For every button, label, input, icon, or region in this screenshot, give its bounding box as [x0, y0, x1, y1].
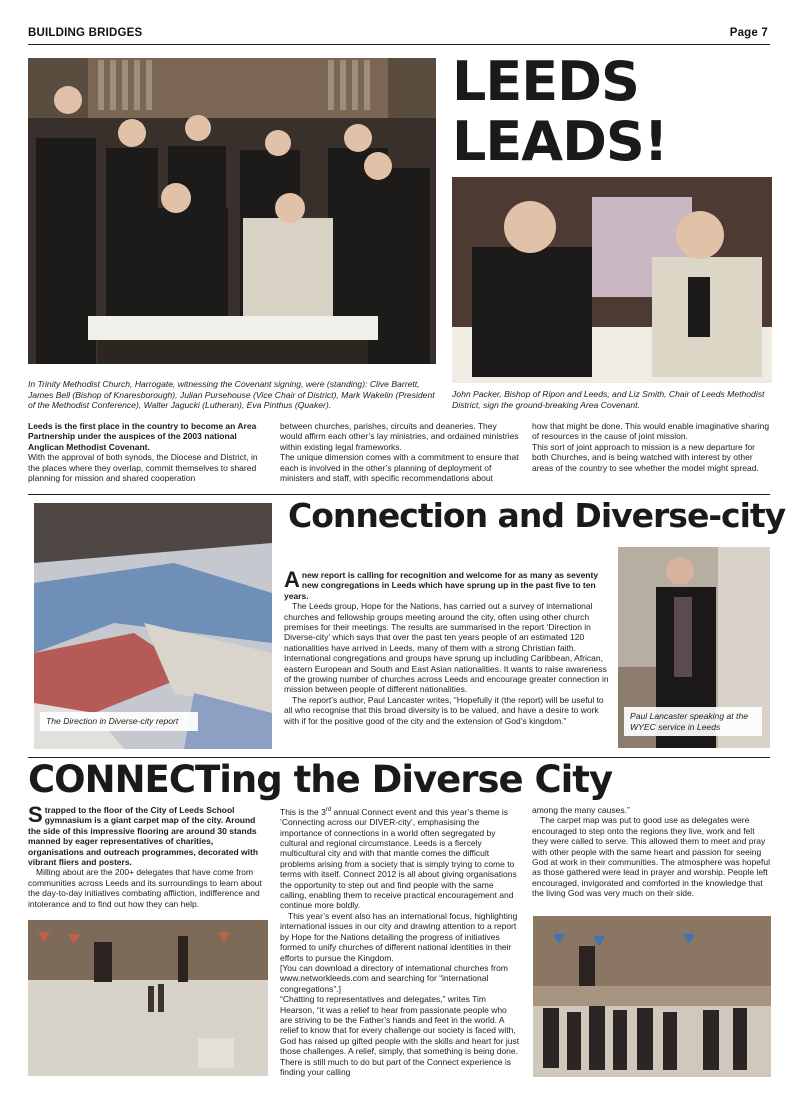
signing-photo	[452, 177, 772, 383]
connect-col2-para-2: This year’s event also has an international focus, highlighting international issues in our city and drawing attention to a report by Hope for the Nations detailing the progress of initiatives formed to unify churches of different national identities in their efforts to pursue the Kingdom.	[280, 910, 518, 963]
connect-col2-para-4: “Chatting to representatives and delegates,” writes Tim Hearson, “it was a relief to hear from passionate people who are striving to be the Father’s hands and feet in the world. A relief to know that for every challenge our society is faced with, God has raised up gifted people with the skills and heart for just those challenges. A relief, simply, that something is being done. There is still much to do but part of the Connect experience is finding your calling	[280, 994, 520, 1077]
speaker-caption: Paul Lancaster speaking at the WYEC service in Leeds	[624, 707, 762, 736]
gymnasium-photo	[28, 920, 268, 1076]
connect-col-2	[280, 805, 520, 1077]
connect-dropcap: S	[28, 802, 43, 827]
connect-col1-text: Milling about are the 200+ delegates that have come from communities across Leeds and its surroundings to learn about the day-to-day initiatives combating affliction, indifference and intolerance and to find out how they can help.	[28, 867, 262, 909]
leeds-col2-text-b: The unique dimension comes with a commitment to ensure that each is involved in the other’s planning of deployment of ministers and staff, with specific recommendations about	[280, 452, 519, 484]
connect-col2-para-3: [You can download a directory of international churches from www.networkleeds.com and searching for “international congregations”.]	[280, 962, 508, 994]
diverse-para-2: The report’s author, Paul Lancaster writes, “Hopefully it (the report) will be useful to all who recognise that this broad diversity is to be valued, and have a desire to work with if for the positive good of the city and the extension of God’s kingdom.”	[284, 694, 604, 726]
covenant-group-caption: In Trinity Methodist Church, Harrogate, witnessing the Covenant signing, were (standing): Clive Barrett, James Bell (Bishop of Knaresborough), Julian Pursehouse (Vice Chair of District), Mark Wakelin (President of the Methodist Conference), Walter Jagucki (Lutheran), Eva Pinthus (Quaker).	[28, 379, 435, 411]
connect-lead: trapped to the floor of the City of Leeds School gymnasium is a giant carpet map of the city. Around the side of this impressive flooring are around 30 stands manned by eager representatives of charities, organisations and outreach programmes, decorated with vibrant fliers and posters.	[28, 805, 259, 868]
connect-col2-post: annual Connect event and this year’s theme is ‘Connecting across our DIVER-city’, emphasising the importance of connections in a world often segregated by cultural and regional circumstance. Leeds is a fiercely multicultural city and with that mantle comes the difficult problems arising from a society that is simply trying to come to terms with itself. Connect 2012 is all about giving organisations the opportunity to step out and find people with the same calling, enabling them to receive practical encouragement and continue more boldly.	[280, 806, 517, 911]
connect-col2-sup: rd	[325, 807, 332, 813]
connect-col3-para-2: The carpet map was put to good use as delegates were encouraged to step onto the regions they live, work and felt they were called to serve. This allowed them to meet and pray with other people with the same heart and passion for seeing God at work in their communities. The atmosphere was hopeful as those gathered were lead in prayer and worship. People left encouraged, invigorated and comforted in the knowledge that the living God was very much on their side.	[532, 815, 770, 899]
report-caption: The Direction in Diverse-city report	[40, 712, 198, 731]
signing-caption: John Packer, Bishop of Ripon and Leeds, and Liz Smith, Chair of Leeds Methodist District, sign the ground-breaking Area Covenant.	[452, 389, 765, 410]
diverse-body	[284, 567, 610, 726]
leeds-col3-text-b: This sort of joint approach to mission is a new departure for both Churches, and is being watched with interest by other areas of the country to see whether the model might spread.	[532, 441, 759, 473]
connect-headline: CONNECTing the Diverse City	[28, 758, 613, 801]
connect-col-1	[28, 802, 268, 909]
diverse-dropcap: A	[284, 567, 300, 592]
header-rule	[28, 44, 770, 45]
leeds-col1-text: With the approval of both synods, the Diocese and District, in the places where they overlap, commit themselves to shared planning for mission and shared cooperation	[28, 452, 258, 484]
diverse-lead: new report is calling for recognition and welcome for as many as seventy new congregations in Leeds which have sprung up in the past five to ten years.	[284, 570, 599, 601]
leeds-col3-text-a: how that might be done. This would enable imaginative sharing of resources in the cause of joint mission.	[532, 421, 770, 442]
leeds-col-3	[532, 421, 772, 473]
leeds-lead: Leeds is the first place in the country to become an Area Partnership under the auspices of the 2003 national Anglican Methodist Covenant.	[28, 421, 257, 452]
diverse-headline: Connection and Diverse-city	[288, 496, 786, 535]
page-number: Page 7	[729, 27, 768, 39]
connect-col3-para-1: among the many causes.”	[532, 805, 630, 815]
publication-name: BUILDING BRIDGES	[28, 27, 143, 39]
section-rule-1	[28, 494, 770, 495]
leeds-col2-text-a: between churches, parishes, circuits and deaneries. They would affirm each other’s lay ministries, and ordained ministries within existing legal frameworks.	[280, 421, 519, 452]
leeds-headline-1: LEEDS	[452, 50, 639, 113]
covenant-group-photo	[28, 58, 436, 364]
hall-crowd-photo	[533, 916, 771, 1077]
connect-col-3	[532, 805, 772, 899]
leeds-headline-2: LEADS!	[452, 110, 668, 173]
leeds-col-1	[28, 421, 268, 483]
diverse-para-1: The Leeds group, Hope for the Nations, has carried out a survey of international churches and fellowship groups meeting around the city, often using other church premises for their meetings. The results are summarised in the report ‘Direction in Diverse-city’ which says that over the past ten years people of an estimated 120 nationalities have arrived in Leeds, many of them with a strong Christian faith. International congregations and groups have sprung up including Caribbean, African, eastern European and South and East Asian nationalities. It wants to raise awareness of the growing number of churches across Leeds and encourage greater connection in mission between people of different nationalities.	[284, 601, 609, 695]
connect-col2-pre: This is the 3	[280, 806, 326, 817]
leeds-col-2	[280, 421, 520, 483]
